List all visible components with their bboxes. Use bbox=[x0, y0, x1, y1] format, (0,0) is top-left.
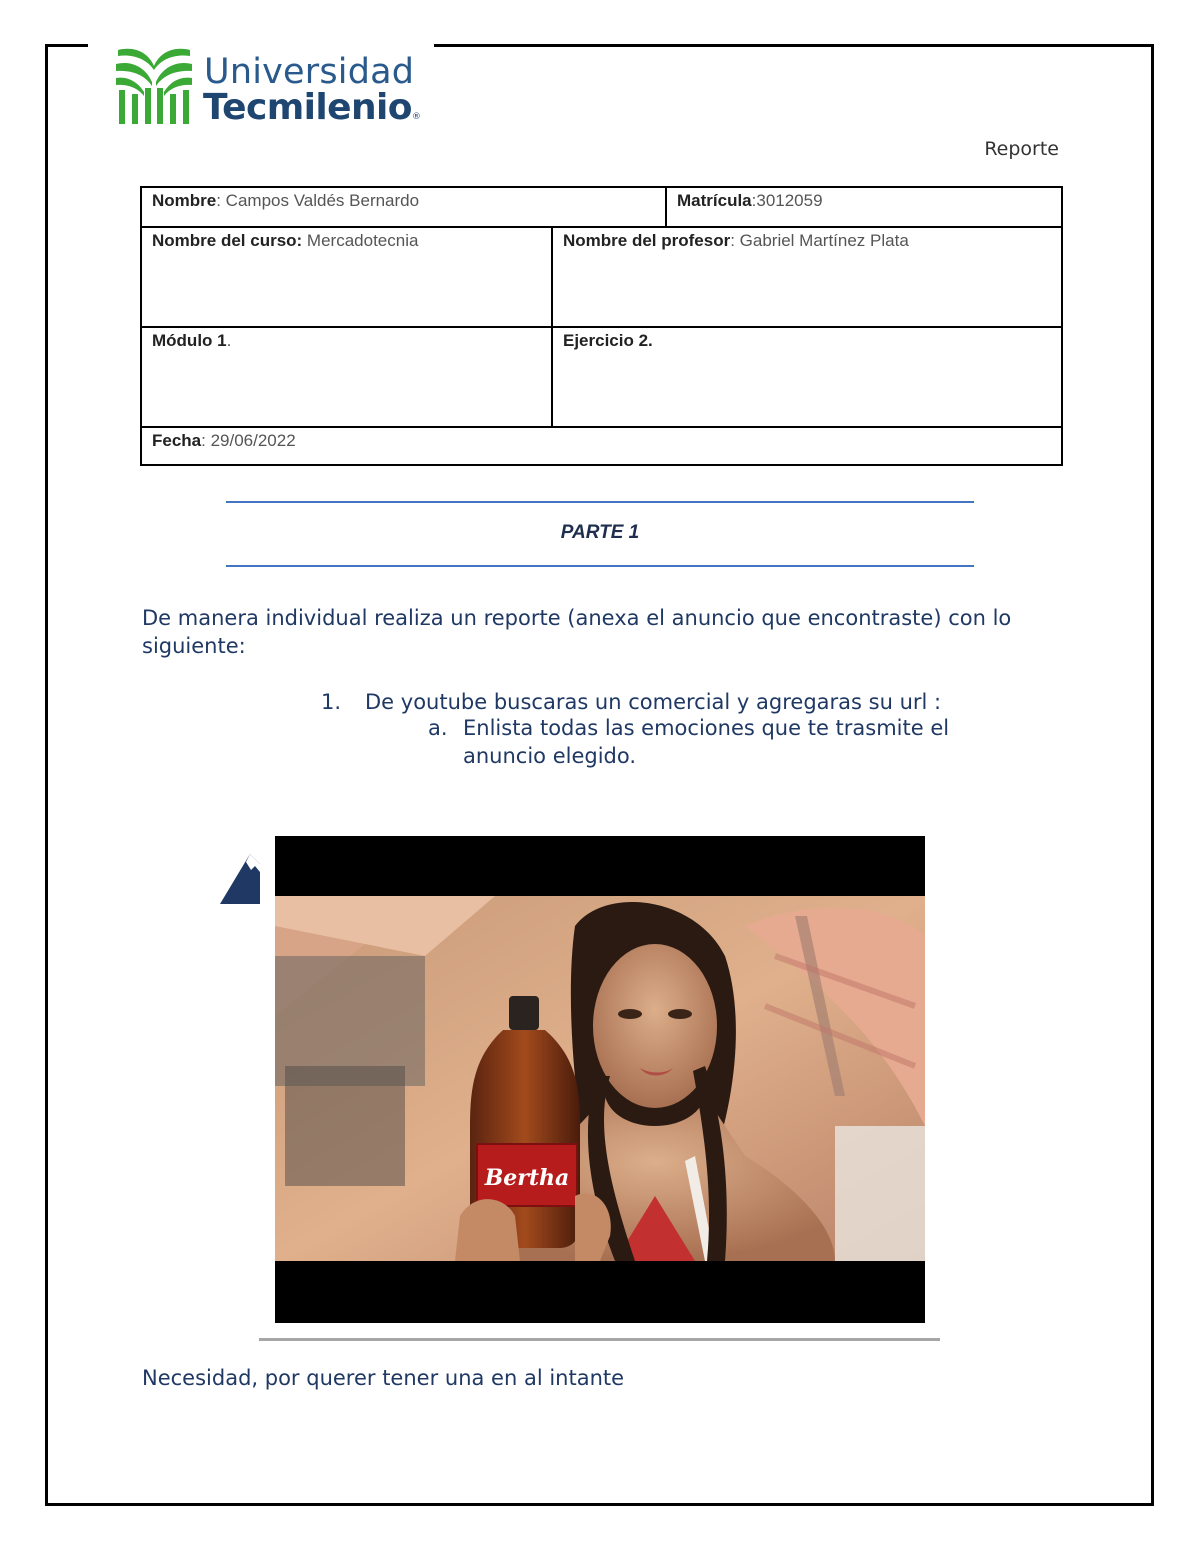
logo-text-tecmilenio bbox=[203, 88, 420, 137]
sub-item-letter: a. bbox=[428, 716, 448, 740]
profesor-value: : Gabriel Martínez Plata bbox=[730, 231, 909, 250]
part-rule-bottom bbox=[226, 565, 974, 567]
list-item-number: 1. bbox=[321, 690, 342, 714]
fecha-value: : 29/06/2022 bbox=[201, 431, 296, 450]
part-title: PARTE 1 bbox=[560, 522, 640, 543]
cell-curso bbox=[141, 227, 552, 327]
page-frame-top-right bbox=[434, 44, 1154, 47]
nombre-label: Nombre bbox=[152, 191, 217, 210]
part-rule-top bbox=[226, 501, 974, 503]
commercial-screenshot bbox=[275, 836, 925, 1323]
page-frame-top-left bbox=[45, 44, 88, 47]
sub-item-text: Enlista todas las emociones que te trasmite el anuncio elegido. bbox=[463, 716, 950, 768]
ejercicio-label: Ejercicio 2. bbox=[563, 331, 653, 350]
list-item-text: De youtube buscaras un comercial y agregaras su url : bbox=[365, 690, 942, 714]
matricula-value: :3012059 bbox=[751, 191, 823, 210]
commercial-scene bbox=[275, 896, 925, 1261]
answer-text: Necesidad, por querer tener una en al intante bbox=[142, 1366, 625, 1390]
cell-profesor bbox=[552, 227, 1062, 327]
student-info-table bbox=[140, 186, 1063, 466]
curso-label: Nombre del curso: bbox=[152, 231, 303, 250]
logo-text-universidad: Universidad bbox=[204, 52, 415, 92]
cell-modulo bbox=[141, 327, 552, 427]
university-logo bbox=[114, 44, 421, 130]
nombre-value: : Campos Valdés Bernardo bbox=[216, 191, 420, 210]
cell-ejercicio bbox=[552, 327, 1062, 427]
curso-value: Mercadotecnia bbox=[302, 231, 419, 250]
registered-mark: ® bbox=[411, 112, 421, 122]
profesor-label: Nombre del profesor bbox=[563, 231, 731, 250]
intro-paragraph: De manera individual realiza un reporte (anexa el anuncio que encontraste) con lo siguiente: bbox=[142, 606, 1012, 658]
matricula-label: Matrícula bbox=[677, 191, 752, 210]
page-frame-right bbox=[1151, 44, 1154, 1506]
modulo-label: Módulo 1 bbox=[152, 331, 227, 350]
report-label: Reporte bbox=[984, 138, 1059, 160]
cell-fecha bbox=[141, 427, 1062, 465]
fecha-label: Fecha bbox=[152, 431, 202, 450]
page-frame-left bbox=[45, 44, 48, 1506]
modulo-value: . bbox=[226, 331, 232, 350]
image-divider bbox=[259, 1338, 940, 1341]
cell-matricula bbox=[666, 187, 1062, 227]
logo-text-tecmilenio-word: Tecmilenio bbox=[203, 87, 412, 128]
cell-nombre bbox=[141, 187, 666, 227]
bottle-label-text: Bertha bbox=[484, 1165, 570, 1191]
page-frame-bottom bbox=[45, 1503, 1154, 1506]
tecmilenio-leaf-icon bbox=[114, 44, 194, 126]
image-placeholder-icon bbox=[220, 850, 262, 904]
